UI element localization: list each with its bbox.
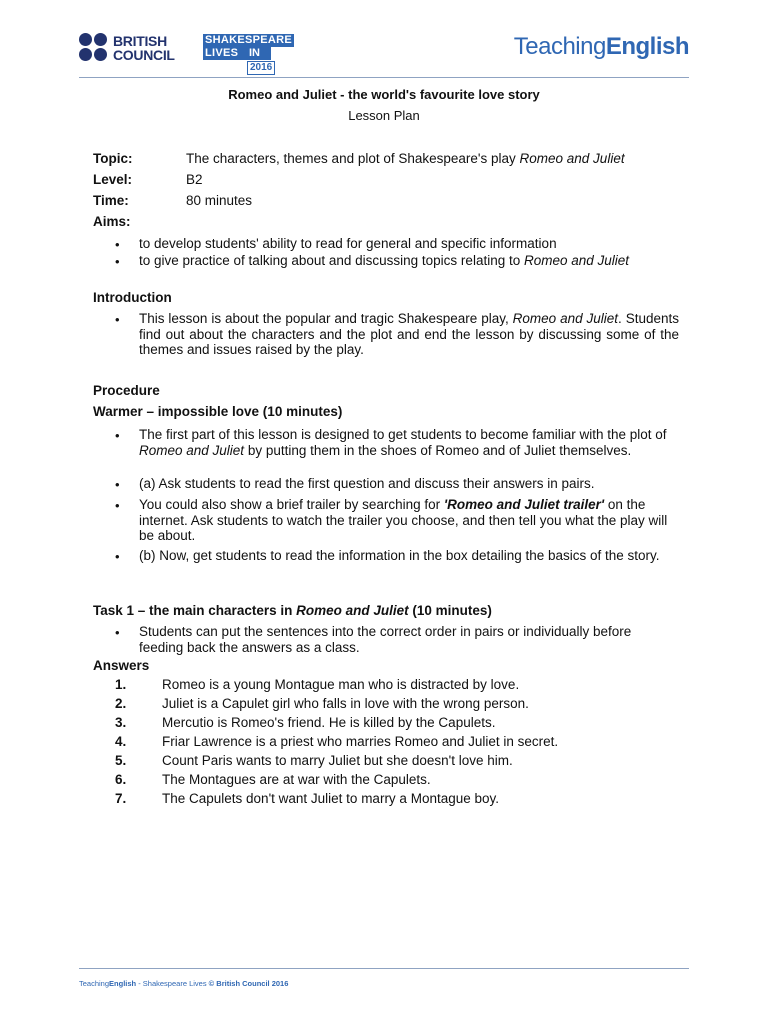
footer-text: TeachingEnglish - Shakespeare Lives © British Council 2016 <box>79 979 289 988</box>
bullet-icon: • <box>115 549 120 564</box>
answer-number: 6. <box>115 772 127 787</box>
task1-heading: Task 1 – the main characters in Romeo and Juliet (10 minutes) <box>93 603 492 618</box>
introduction-heading: Introduction <box>93 290 172 305</box>
aim-item: to develop students' ability to read for general and specific information <box>139 236 557 251</box>
warmer-item: (b) Now, get students to read the information in the box detailing the basics of the story. <box>139 548 660 563</box>
warmer-heading: Warmer – impossible love (10 minutes) <box>93 404 343 419</box>
page-subtitle: Lesson Plan <box>348 108 420 123</box>
answers-heading: Answers <box>93 658 150 673</box>
bullet-icon: • <box>115 498 120 513</box>
answer-number: 7. <box>115 791 127 806</box>
answer-number: 3. <box>115 715 127 730</box>
warmer-item: (a) Ask students to read the first question and discuss their answers in pairs. <box>139 476 595 491</box>
british-council-wordmark: BRITISH COUNCIL <box>113 33 175 63</box>
bullet-icon: • <box>115 254 120 269</box>
answer-text: Mercutio is Romeo's friend. He is killed by the Capulets. <box>162 715 496 730</box>
answer-text: The Capulets don't want Juliet to marry a Montague boy. <box>162 791 500 806</box>
warmer-item: You could also show a brief trailer by searching for 'Romeo and Juliet trailer' on the internet. Ask students to watch the trailer you choose, and then tell you what the play will be about. <box>139 497 668 543</box>
teaching-english-logo: TeachingEnglish <box>513 33 689 60</box>
time-label: Time: <box>93 193 129 208</box>
british-council-dots-icon <box>79 33 110 63</box>
time-value: 80 minutes <box>186 193 253 208</box>
level-label: Level: <box>93 172 133 187</box>
footer-rule <box>79 968 689 969</box>
introduction-text: This lesson is about the popular and tragic Shakespeare play, Romeo and Juliet. Students find out about the characters and the plot and end the lesson by discussing some of the themes and issues raised by the play. <box>139 311 680 357</box>
answer-text: The Montagues are at war with the Capulets. <box>162 772 431 787</box>
answer-text: Juliet is a Capulet girl who falls in love with the wrong person. <box>162 696 529 711</box>
bullet-icon: • <box>115 312 120 327</box>
bullet-icon: • <box>115 428 120 443</box>
header-rule <box>79 77 689 78</box>
answer-number: 5. <box>115 753 127 768</box>
topic-value: The characters, themes and plot of Shakespeare's play Romeo and Juliet <box>186 151 625 166</box>
page-title: Romeo and Juliet - the world's favourite love story <box>228 87 540 102</box>
bullet-icon: • <box>115 625 120 640</box>
topic-label: Topic: <box>93 151 133 166</box>
answer-number: 4. <box>115 734 127 749</box>
procedure-heading: Procedure <box>93 383 160 398</box>
task1-item: Students can put the sentences into the correct order in pairs or individually before feeding back the answers as a class. <box>139 624 632 655</box>
bullet-icon: • <box>115 477 120 492</box>
shakespeare-lives-logo: SHAKESPEARE LIVES IN 2016 <box>205 34 293 73</box>
answer-text: Count Paris wants to marry Juliet but she doesn't love him. <box>162 753 513 768</box>
warmer-item: The first part of this lesson is designed to get students to become familiar with the plot of Romeo and Juliet by putting them in the shoes of Romeo and of Juliet themselves. <box>139 427 667 458</box>
aim-item: to give practice of talking about and discussing topics relating to Romeo and Juliet <box>139 253 630 268</box>
bullet-icon: • <box>115 237 120 252</box>
british-council-logo <box>79 33 184 65</box>
answer-text: Romeo is a young Montague man who is distracted by love. <box>162 677 520 692</box>
aims-label: Aims: <box>93 214 131 229</box>
answer-text: Friar Lawrence is a priest who marries Romeo and Juliet in secret. <box>162 734 559 749</box>
level-value: B2 <box>186 172 203 187</box>
answer-number: 2. <box>115 696 127 711</box>
answer-number: 1. <box>115 677 127 692</box>
